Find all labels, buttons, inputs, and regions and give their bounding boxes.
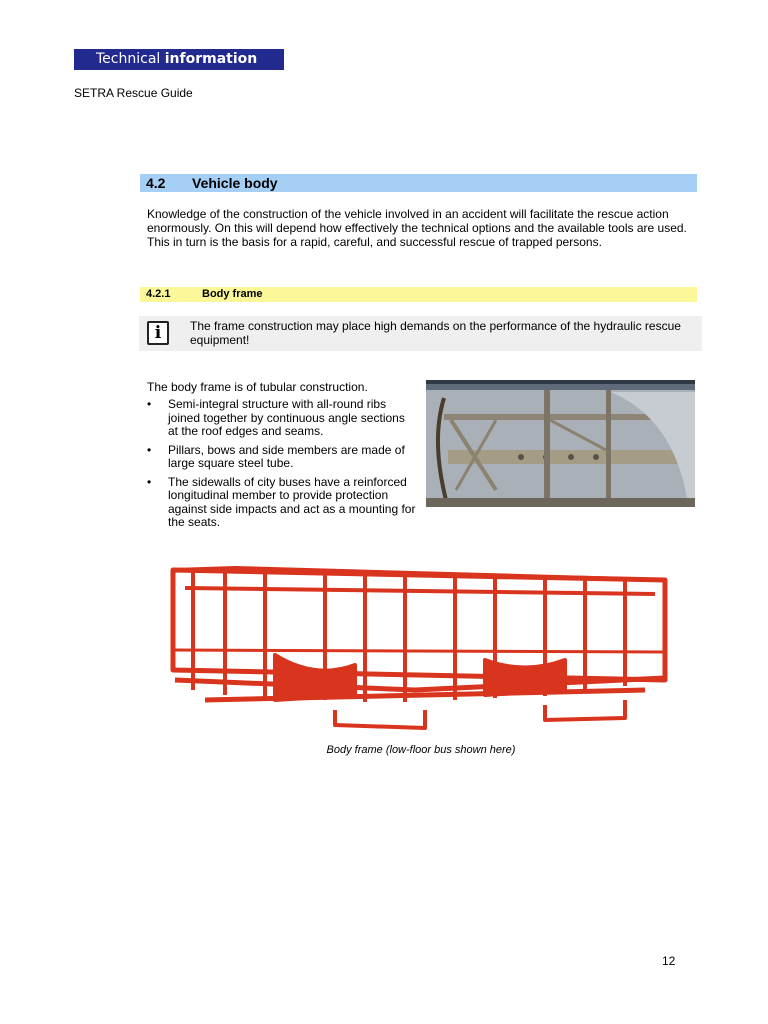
- info-note-text: The frame construction may place high demands on the performance of the hydraulic rescue equipment!: [190, 319, 681, 347]
- subsection-heading: [140, 287, 697, 302]
- frame-interior-photo: [426, 380, 695, 507]
- banner-label-light: Technical: [96, 51, 161, 67]
- info-note: [139, 316, 702, 351]
- figure-caption: Body frame (low-floor bus shown here): [326, 744, 516, 756]
- info-icon: i: [147, 321, 169, 345]
- document-title: SETRA Rescue Guide: [74, 86, 193, 100]
- bullet-list: [147, 398, 417, 535]
- intro-paragraph: Knowledge of the construction of the vehicle involved in an accident will facilitate the rescue action enormously. On this will depend how effectively the technical options and the available tools are used. This in turn is the basis for a rapid, careful, and successful rescue of trapped persons.: [147, 207, 687, 249]
- banner-label-bold: information: [164, 51, 258, 67]
- section-heading: [140, 174, 697, 192]
- body-frame-figure: [165, 560, 680, 740]
- subsection-number: 4.2.1: [146, 288, 171, 300]
- bullet-item: • Pillars, bows and side members are made of large square steel tube.: [147, 444, 417, 471]
- section-number: 4.2: [146, 175, 166, 191]
- bullet-item: • The sidewalls of city buses have a reinforced longitudinal member to provide protection against side impacts and act as a mounting for the seats.: [147, 476, 417, 530]
- subsection-title: Body frame: [202, 288, 263, 300]
- section-title: Vehicle body: [192, 175, 278, 191]
- bullet-item: • Semi-integral structure with all-round ribs joined together by continuous angle sections at the roof edges and seams.: [147, 398, 417, 439]
- section-banner: [74, 49, 284, 70]
- page-number: 12: [662, 954, 676, 968]
- lead-sentence: The body frame is of tubular construction.: [147, 380, 368, 394]
